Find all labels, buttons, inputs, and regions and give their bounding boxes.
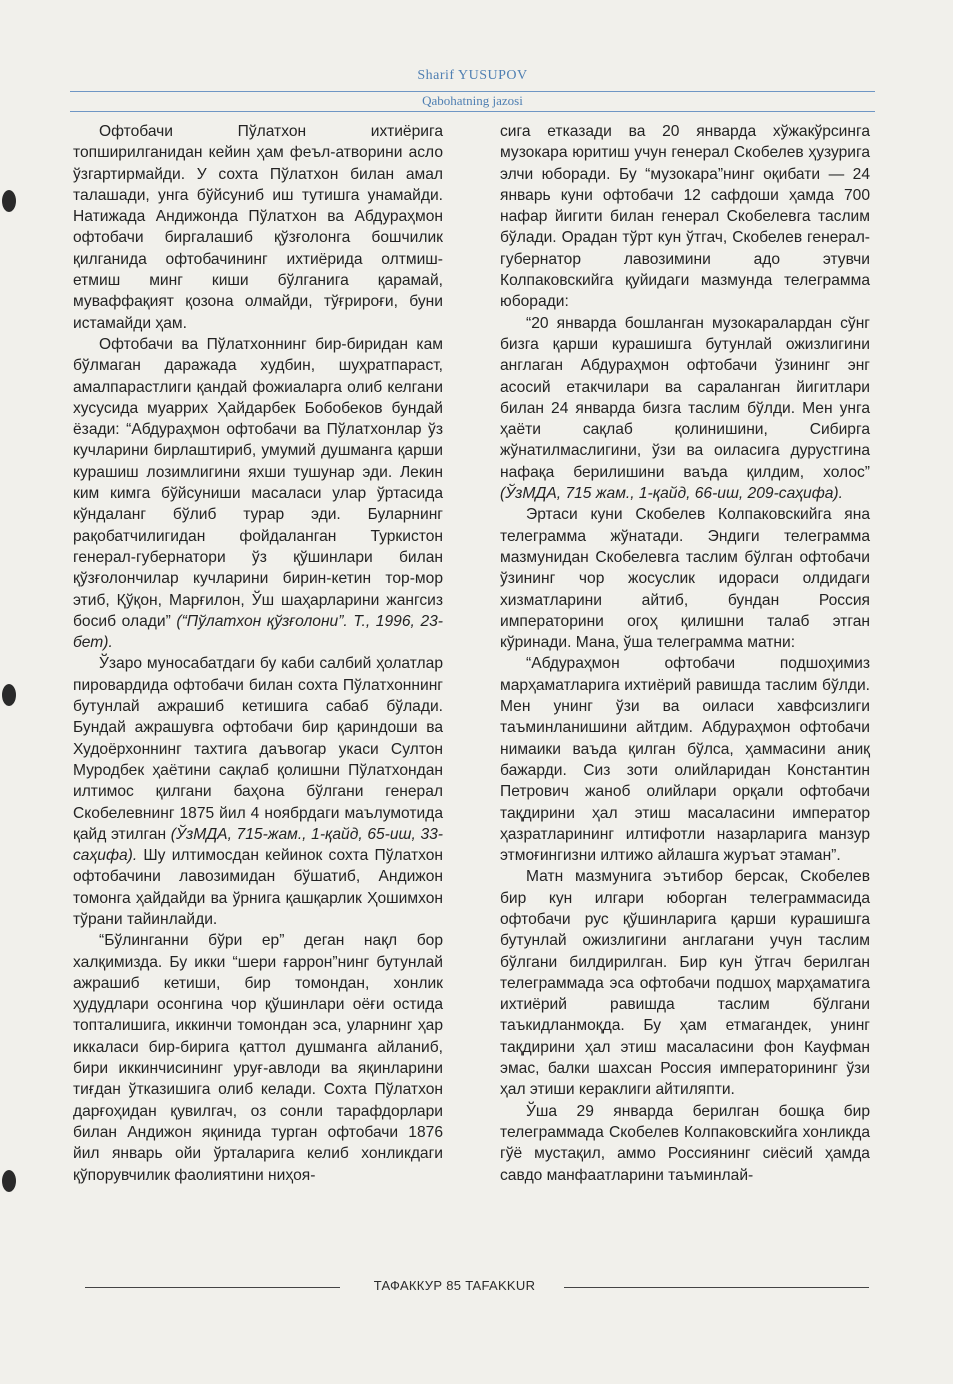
paragraph: “Абдураҳмон офтобачи подшоҳимиз марҳаматларига ихтиёрий равишда таслим бўлди. Мен унинг ўзи ва оиласи хавфсизлиги таъминланишини айтдим. Абдураҳмон офтобачи нимаики ваъда қилган бўлса, ҳаммасини аниқ бажарди. Сиз зоти олийларидан Константин Петрович жаноб олийлари орқали офтобачи тақдирини ҳал этиш масаласини император ҳазратларининг илтифотли назарларига манзур этмоғингизни илтижо айлашга журъат этаман”. bbox=[500, 655, 870, 865]
paragraph: Матн мазмунига эътибор берсак, Скобелев бир кун илгари юборган телеграммасида офтобачи рус қўшинларига қарши курашишга бутунлай ожизлигини англагани учун таслим бўлгани билдирилган. Бир кун ўтгач берилган телеграммада эса офтобачи подшоҳ марҳаматига ихтиёрий равишда таслим бўлгани таъкидланмоқда. Бу ҳам етмагандек, унинг тақдирини ҳал этиш масаласини фон Кауфман эмас, балки шахсан Россия императорининг ўзи ҳал этиши кераклиги айтиляпти. bbox=[500, 868, 870, 1099]
paragraph: Офтобачи Пўлатхон ихтиёрига топширилганидан кейин ҳам феъл-атворини асло ўзгартирмайди. У сохта Пўлатхон билан амал талашади, унга бўйсуниб иш тутишга унамайди. Натижада Андижонда Пўлатхон ва Абдураҳмон офтобачи биргалашиб қўзғолонга бошчилик қилганида офтобачининг ихтиёрида олтмиш-етмиш минг киши бўлганига қарамай, муваффақият қозона олмайди, тўғрироғи, буни истамайди ҳам. bbox=[73, 123, 443, 332]
binding-hole bbox=[2, 190, 16, 212]
author-name: Sharif YUSUPOV bbox=[417, 68, 528, 83]
citation: (ЎзМДА, 715-жам., 1-қайд, 65-иш, 33-саҳифа). bbox=[73, 825, 443, 865]
paragraph bbox=[73, 334, 443, 653]
paragraph-text: “20 январда бошланган музокаралардан сўнг бизга қарши курашишга бутунлай ожизлигини англаган Абдураҳмон офтобачи ўзининг энг асосий етакчилари ва сараланган йигитлари билан 24 январда бизга таслим бўлди. Мен унга ҳаёти сақлаб қолинишини, Сибирга жўнатилмаслигини, ўзи ва оиласига дурустгина нафақа берилишини ваъда қилдим, холос” bbox=[500, 314, 870, 481]
paragraph-text: Офтобачи ва Пўлатхоннинг бир-биридан кам бўлмаган даражада худбин, шуҳратпараст, амалпарастлиги қандай фожиаларга олиб келгани хусусида муаррих Ҳайдарбек Бобобеков бундай ёзади: “Абдураҳмон офтобачи ва Пўлатхонлар ўз кучларини бирлаштириб, умумий душманга қарши курашиш лозимлигини яхши тушунар эди. Лекин ким кимга бўйсуниши масаласи улар ўртасида кўндаланг бўлиб турар эди. Буларнинг рақобатчилигидан фойдаланган Туркистон генерал-губернатори ўз қўшинлари билан қўзғолончилар кучларини бирин-кетин тор-мор этиб, Қўқон, Марғилон, Ўш шаҳарларини жангсиз босиб олади” bbox=[73, 335, 443, 630]
footer-page-number: ТАФАККУР 85 TAFAKKUR bbox=[373, 1278, 536, 1293]
paragraph: Ўша 29 январда берилган бошқа бир телеграммада Скобелев Колпаковскийга хонликда гўё мустақил, аммо Россиянинг сиёсий ҳамда савдо манфаатларини таъминлай- bbox=[500, 1102, 870, 1184]
header-rule bbox=[70, 111, 875, 112]
running-header bbox=[70, 68, 875, 84]
right-column bbox=[500, 121, 870, 1186]
paragraph: сига етказади ва 20 январда хўжакўрсинга музокара юритиш учун генерал Скобелев ҳузурига элчи юборади. Бу “музокара”нинг оқибати — 24 январь куни офтобачи 12 сафдоши ҳамда 700 нафар йигити билан генерал Скобелевга таслим бўлади. Орадан тўрт кун ўтгач, Скобелев генерал-губернатор лавозимини адо этувчи Колпаковскийга қуйидаги мазмунда телеграмма юборади: bbox=[500, 123, 870, 311]
binding-hole bbox=[2, 1170, 16, 1192]
paragraph: “Бўлинганни бўри ер” деган нақл бор халқимизда. Бу икки “шери ғаррон”нинг бутунлай ажрашиб кетиши, бир томондан, хонлик ҳудудлари осонгина чор қўшинлари оёғи остида топталишига, иккинчи томондан эса, уларнинг ҳар иккаласи бир-бирига қаттол душманга айланиб, бири иккинчисининг уруғ-авлоди ва яқинларини тиғдан ўтказишига олиб келади. Сохта Пўлатхон дарғоҳидан қувилгач, оз сонли тарафдорлари билан Андижон яқинида турган офтобачи 1876 йил январь ойи ўрталарига келиб хонликдаги қўпорувчилик фаолиятини ниҳоя- bbox=[73, 932, 443, 1184]
left-column bbox=[73, 121, 443, 1186]
citation: (ЎзМДА, 715 жам., 1-қайд, 66-иш, 209-саҳифа). bbox=[500, 485, 843, 503]
article-title: Qabohatning jazosi bbox=[422, 93, 523, 108]
paragraph-text: Ўзаро муносабатдаги бу каби салбий ҳолатлар пировардида офтобачи билан сохта Пўлатхоннинг бутунлай ажрашиб кетишига сабаб бўлади. Бундай ажрашувга офтобачи бир қариндоши ва Худоёрхоннинг тахтига даъвогар укаси Султон Муродбек ҳаётини сақлаб қолишни Пўлатхондан илтимос қилгани баҳона бўлгани генерал Скобелевнинг 1875 йил 4 ноябрдаги маълумотида қайд этилган bbox=[73, 655, 443, 843]
paragraph-text: Шу илтимосдан кейинок сохта Пўлатхон офтобачини лавозимидан бўшатиб, Андижон томонга ҳайдайди ва ўрнига қашқарлик Ҳошимхон тўрани тайинлайди. bbox=[73, 847, 443, 928]
citation: (“Пўлатхон қўзғолони”. Т., 1996, 23-бет). bbox=[73, 612, 444, 652]
binding-hole bbox=[2, 684, 16, 706]
footer-rule bbox=[85, 1287, 340, 1288]
header-rule bbox=[70, 91, 875, 92]
paragraph bbox=[500, 313, 870, 505]
paragraph: Эртаси куни Скобелев Колпаковскийга яна телеграмма жўнатади. Эндиги телеграмма мазмунидан Скобелевга таслим бўлган офтобачи ўзининг чор жосуслик идораси олдидаги хизматларини айтиб, бундан Россия императорини огоҳ қилишни талаб этган кўринади. Мана, ўша телеграмма матни: bbox=[500, 506, 870, 652]
paragraph bbox=[73, 653, 443, 930]
page-footer bbox=[85, 1278, 869, 1296]
footer-rule bbox=[564, 1287, 869, 1288]
